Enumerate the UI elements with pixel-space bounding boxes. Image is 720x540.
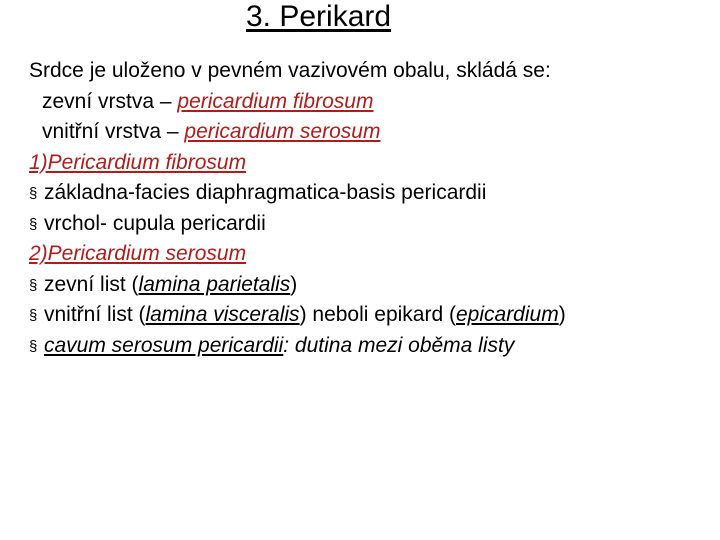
list-item: [29, 178, 719, 209]
outer-layer-term: pericardium fibrosum: [177, 89, 374, 113]
section2-heading: 2)Pericardium serosum: [29, 242, 247, 265]
s2-item1-suffix: ): [290, 272, 298, 296]
slide-title-text: 3. Perikard: [246, 0, 392, 33]
inner-layer-term: pericardium serosum: [184, 120, 381, 143]
bullet-icon: §: [29, 337, 38, 355]
intro-line: [29, 56, 719, 87]
s2-item2-term2: epicardium: [455, 303, 559, 326]
outer-layer-line: [29, 87, 719, 118]
list-item: [29, 270, 719, 301]
s2-item2-suffix: ): [558, 303, 566, 326]
bullet-icon: §: [29, 307, 38, 324]
list-item: [29, 331, 719, 362]
s2-item3-rest: : dutina mezi oběma listy: [283, 333, 515, 357]
s2-item2-prefix: vnitřní list (: [44, 303, 146, 326]
inner-layer-prefix: vnitřní vrstva –: [42, 120, 185, 143]
s2-item3-term: cavum serosum pericardii: [44, 333, 284, 357]
intro-text: Srdce je uloženo v pevném vazivovém obalu, skládá se:: [29, 59, 551, 82]
slide-content: [29, 56, 719, 361]
outer-layer-prefix: zevní vrstva –: [42, 89, 178, 113]
s2-item1-prefix: zevní list (: [44, 272, 139, 296]
section1-heading-line: [29, 148, 719, 179]
inner-layer-line: [29, 117, 719, 148]
list-item: [29, 300, 719, 331]
s2-item1-term: lamina parietalis: [138, 272, 291, 296]
slide-title: [246, 0, 391, 34]
list-item: [29, 209, 719, 240]
section1-heading: 1)Pericardium fibrosum: [29, 150, 247, 174]
bullet-icon: §: [29, 185, 38, 202]
s1-item2-text: vrchol- cupula pericardii: [44, 211, 266, 235]
bullet-icon: §: [29, 276, 38, 294]
bullet-icon: §: [29, 215, 38, 233]
s2-item2-mid: ) neboli epikard (: [299, 303, 456, 326]
section2-heading-line: [29, 239, 719, 270]
s1-item1-text: základna-facies diaphragmatica-basis pericardii: [44, 181, 487, 204]
s2-item2-term: lamina visceralis: [145, 303, 300, 326]
